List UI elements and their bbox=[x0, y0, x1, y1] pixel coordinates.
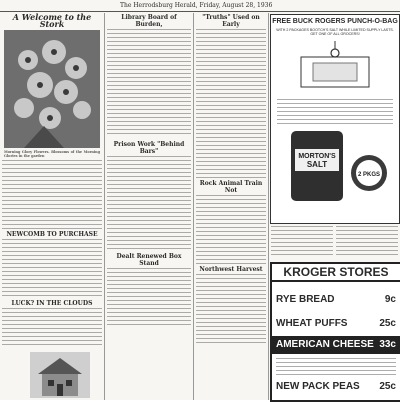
article-text-block bbox=[196, 274, 266, 344]
masthead-title: The Herrodsburg Herald, Friday, August 28, 1936 bbox=[120, 2, 273, 9]
ad-subline: WITH 2 PACKAGES BOOTCH'S SALT WHILE LIMITED SUPPLY LASTS. GET ONE OF ALL GROCERS! bbox=[276, 28, 394, 37]
kroger-item-price: 33c bbox=[379, 339, 396, 350]
kroger-item-row bbox=[276, 288, 396, 310]
kroger-item-row bbox=[276, 378, 396, 396]
column-2-heading-2: Prison Work "Behind Bars" bbox=[113, 141, 185, 155]
column-5-text bbox=[336, 226, 398, 258]
kroger-item-row bbox=[276, 314, 396, 334]
column-3 bbox=[196, 13, 266, 400]
ad-body-text bbox=[277, 99, 393, 125]
article-text-block bbox=[336, 226, 398, 258]
punch-bag-illustration bbox=[271, 39, 399, 99]
column-rule bbox=[193, 13, 194, 400]
kroger-item-price: 25c bbox=[379, 318, 396, 329]
kroger-small-items bbox=[276, 358, 396, 376]
svg-text:MORTON'S: MORTON'S bbox=[298, 152, 336, 160]
kroger-item-name: WHEAT PUFFS bbox=[276, 318, 348, 329]
kroger-item-row bbox=[272, 336, 400, 354]
kroger-item-name: AMERICAN CHEESE bbox=[276, 339, 374, 350]
column-1-heading-3: LUCK? IN THE CLOUDS bbox=[11, 300, 93, 308]
column-4-text bbox=[271, 226, 333, 258]
photo-caption: Morning Glory Flowers. Blossoms of the Morning Glories in the garden bbox=[4, 150, 100, 159]
kroger-item-price: 25c bbox=[379, 381, 396, 392]
flower-bouquet-image bbox=[4, 30, 100, 148]
column-3-heading-2: Rock Animal Train Not bbox=[199, 180, 263, 194]
kroger-item-price: 9c bbox=[384, 294, 396, 305]
column-rule bbox=[104, 13, 105, 400]
article-text-block bbox=[2, 239, 102, 299]
masthead bbox=[0, 0, 400, 12]
column-2-heading-3: Dealt Renewed Box Stand bbox=[116, 253, 182, 267]
column-2-heading: Library Board of Burden, bbox=[121, 14, 177, 28]
kroger-item-name: RYE BREAD bbox=[276, 294, 335, 305]
kroger-stores-ad bbox=[270, 262, 400, 402]
svg-text:2 PKGS: 2 PKGS bbox=[357, 171, 381, 178]
column-3-heading: "Truths" Used on Early bbox=[202, 14, 260, 28]
article-text-block bbox=[2, 308, 102, 348]
house-image bbox=[30, 352, 90, 398]
column-2 bbox=[107, 13, 191, 400]
article-text-block bbox=[2, 160, 102, 230]
article-text-block bbox=[196, 195, 266, 265]
column-1-heading: A Welcome to the Stork bbox=[12, 13, 92, 29]
kroger-title: KROGER STORES bbox=[272, 264, 400, 282]
ad-headline: FREE BUCK ROGERS PUNCH-O-BAG bbox=[272, 18, 398, 25]
article-text-block bbox=[107, 156, 191, 252]
article-text-block bbox=[271, 226, 333, 258]
morton-salt-ad bbox=[270, 14, 400, 224]
salt-canister-illustration bbox=[271, 125, 399, 205]
kroger-item-name: NEW PACK PEAS bbox=[276, 381, 360, 392]
column-1 bbox=[2, 13, 102, 400]
article-text-block bbox=[107, 29, 191, 137]
article-text-block bbox=[107, 268, 191, 328]
house-photo bbox=[30, 352, 90, 398]
column-1-heading-2: NEWCOMB TO PURCHASE bbox=[6, 231, 98, 239]
article-text-block bbox=[196, 29, 266, 179]
svg-text:SALT: SALT bbox=[306, 159, 328, 169]
flower-photo bbox=[4, 30, 100, 148]
column-rule bbox=[268, 13, 269, 400]
column-3-heading-3: Northwest Harvest bbox=[199, 266, 263, 273]
